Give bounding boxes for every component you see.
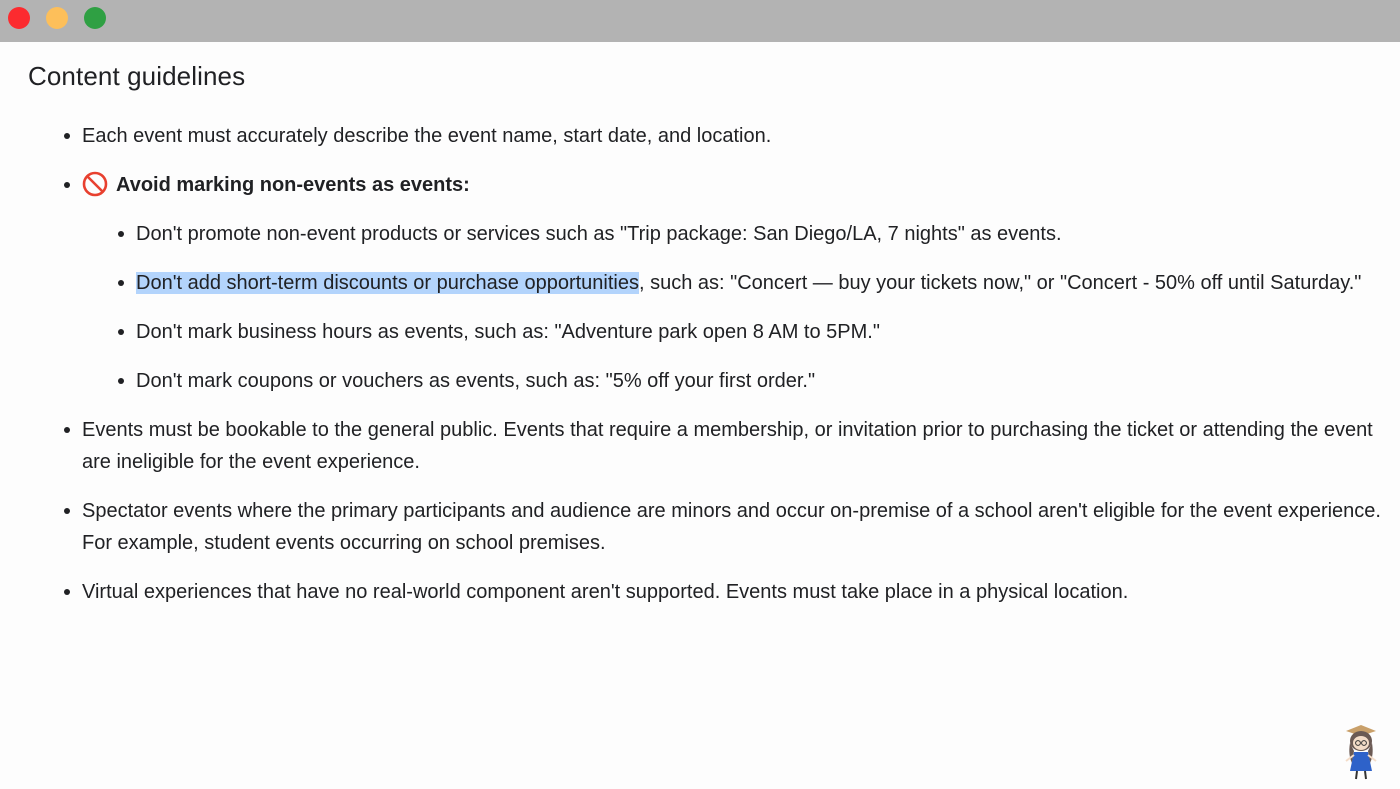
guideline-item [82,414,1382,478]
page-content [0,42,1400,789]
guideline-text: Each event must accurately describe the event name, start date, and location. [82,125,772,147]
sub-guideline-item [136,267,1366,299]
mascot-avatar-icon [1340,721,1382,783]
close-window-button[interactable] [8,7,30,29]
non-events-sublist [82,218,1366,397]
window-titlebar [0,0,1400,42]
guideline-text: Virtual experiences that have no real-world component aren't supported. Events must take place in a physical location. [82,581,1129,603]
guideline-item [82,576,1382,608]
selected-text[interactable]: Don't add short-term discounts or purchase opportunities [136,272,639,294]
guideline-text: Spectator events where the primary participants and audience are minors and occur on-premise of a school aren't eligible for the event experience. For example, student events occurring on school premises. [82,500,1381,554]
zoom-window-button[interactable] [84,7,106,29]
sub-guideline-text: Don't mark coupons or vouchers as events, such as: "5% off your first order." [136,370,816,392]
sub-guideline-item [136,316,1366,348]
sub-guideline-text: , such as: "Concert — buy your tickets now," or "Concert - 50% off until Saturday." [638,272,1362,294]
sub-guideline-text: Don't promote non-event products or services such as "Trip package: San Diego/LA, 7 nights" as events. [136,223,1062,245]
guideline-item [82,120,1382,152]
minimize-window-button[interactable] [46,7,68,29]
guideline-text: Events must be bookable to the general public. Events that require a membership, or invitation prior to purchasing the ticket or attending the event are ineligible for the event experience. [82,419,1373,473]
sub-guideline-item [136,365,1366,397]
guideline-item [82,495,1382,559]
guideline-heading: Avoid marking non-events as events: [116,174,470,196]
page-title: Content guidelines [28,61,246,91]
sub-guideline-text: Don't mark business hours as events, such as: "Adventure park open 8 AM to 5PM." [136,321,880,343]
guidelines-list [82,120,1382,625]
prohibited-icon [82,171,108,197]
guideline-item-avoid-non-events [82,169,1382,397]
sub-guideline-item [136,218,1366,250]
